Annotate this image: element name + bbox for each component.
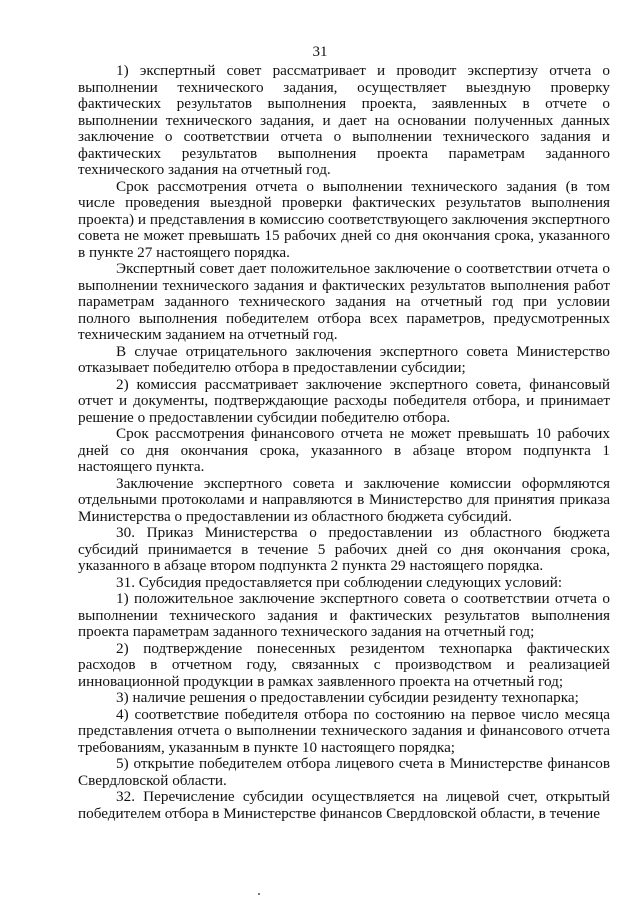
- document-body: [78, 63, 610, 822]
- paragraph-31-2: 2) подтверждение понесенных резидентом технопарка фактических расходов в отчетном году, связанных с производством и реализацией инновационной продукции в рамках заявленного проекта на отчетный год;: [78, 639, 610, 690]
- paragraph-negative-conclusion: В случае отрицательного заключения экспертного совета Министерство отказывает победителю отбора в предоставлении субсидии;: [78, 342, 610, 376]
- paragraph-31-1: 1) положительное заключение экспертного совета о соответствии отчета о выполнении технического задания и фактических результатов выполнения проекта параметрам заданного технического задания на отчетный год;: [78, 590, 610, 640]
- page-number: 31: [312, 44, 328, 60]
- paragraph-positive-conclusion: Экспертный совет дает положительное заключение о соответствии отчета о выполнении технического задания и фактических результатов выполнения работ параметрам заданного технического задания на отчетный год при условии полного выполнения победителем отбора всех параметров, предусмотренных техническим заданием на отчетный год.: [78, 260, 610, 343]
- paragraph-31: 31. Субсидия предоставляется при соблюдении следующих условий:: [116, 573, 563, 591]
- paragraph-protocols: Заключение экспертного совета и заключение комиссии оформляются отдельными протоколами и направляются в Министерство для принятия приказа Министерства о предоставлении из областного бюджета субсидий.: [78, 474, 610, 525]
- paragraph-29-1: 1) экспертный совет рассматривает и проводит экспертизу отчета о выполнении технического задания, осуществляет выездную проверку фактических результатов выполнения проекта, заявленных в отчете о выполнении технического задания, и дает на основании полученных данных заключение о соответствии отчета о выполнении технического задания и фактических результатов выполнения проекта параметрам заданного технического задания на отчетный год.: [78, 62, 610, 178]
- paragraph-32: 32. Перечисление субсидии осуществляется на лицевой счет, открытый победителем отбора в Министерстве финансов Свердловской области, в течение: [78, 788, 610, 822]
- paragraph-31-4: 4) соответствие победителя отбора по состоянию на первое число месяца представления отчета о выполнении технического задания и финансового отчета требованиям, указанным в пункте 10 настоящего порядка;: [78, 705, 610, 756]
- paragraph-29-2: 2) комиссия рассматривает заключение экспертного совета, финансовый отчет и документы, подтверждающие расходы победителя отбора, и принимает решение о предоставлении субсидии победителю отбора.: [78, 375, 610, 426]
- scan-artifact-dot: [258, 893, 260, 895]
- paragraph-financial-deadline: Срок рассмотрения финансового отчета не может превышать 10 рабочих дней со дня окончания срока, указанного в абзаце втором подпункта 1 настоящего пункта.: [78, 425, 610, 475]
- paragraph-review-deadline: Срок рассмотрения отчета о выполнении технического задания (в том числе проведения выездной проверки фактических результатов выполнения проекта) и представления в комиссию соответствующего заключения экспертного совета не может превышать 15 рабочих дней со дня окончания срока, указанного в пункте 27 настоящего порядка.: [78, 177, 610, 261]
- paragraph-31-5: 5) открытие победителем отбора лицевого счета в Министерстве финансов Свердловской области.: [78, 755, 610, 789]
- paragraph-30: 30. Приказ Министерства о предоставлении из областного бюджета субсидий принимается в течение 5 рабочих дней со дня окончания срока, указанного в абзаце втором подпункта 2 пункта 29 настоящего порядка.: [78, 524, 610, 574]
- paragraph-31-3: 3) наличие решения о предоставлении субсидии резиденту технопарка;: [116, 689, 579, 706]
